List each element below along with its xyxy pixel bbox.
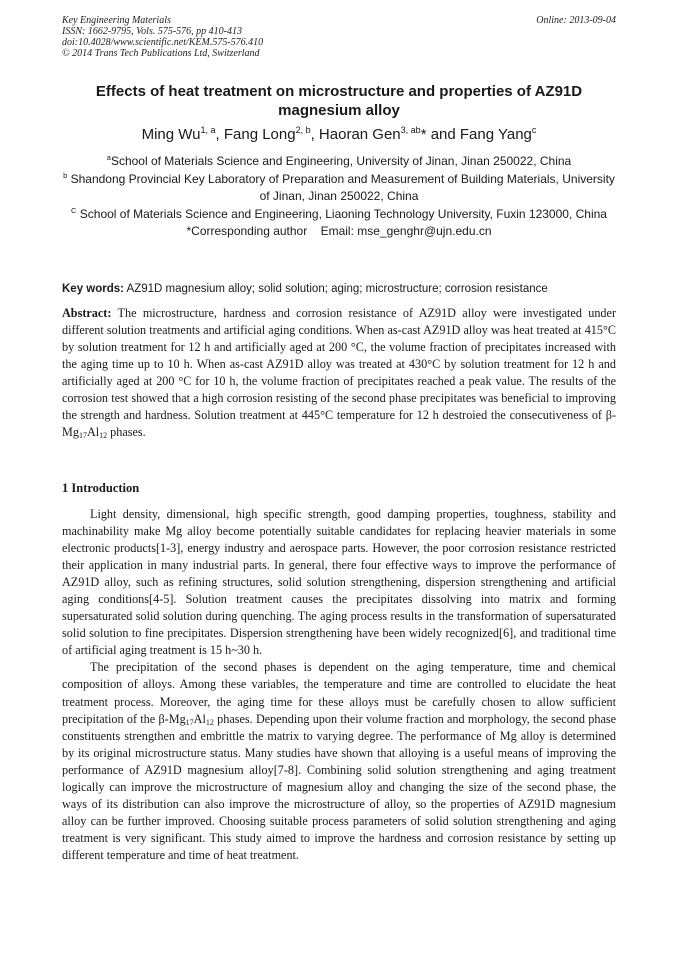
affiliation-b-mark: b: [63, 170, 68, 180]
author-2: , Fang Long: [215, 126, 296, 143]
corresponding-star: *: [420, 126, 427, 143]
intro-paragraph-1: Light density, dimensional, high specific strength, good damping properties, toughness, stability and machinability make Mg alloy become potentially suitable candidates for replacing heavier materials in some electronic products[1-3], energy industry and aerospace parts. However, the poor corrosion resistance restricted their application in many industrial parts. In general, there four effective ways to improve the performance of AZ91D alloy, such as refining structures, solid solution strengthening, dispersion strengthening and artificial aging conditions[4-5]. Solution treatment causes the precipitates dissolving into matrix and forming supersaturated solid solution during quenching. The aging process results in the transformation of supersaturated solid solution to fine precipitates. Dispersion strengthening have been widely recognized[6], and traditional time of artificial aging treatment is 15 h~30 h.: [62, 507, 616, 658]
author-1: Ming Wu: [141, 126, 201, 143]
intro-p2-al: Al: [193, 711, 206, 726]
affiliation-a-text: School of Materials Science and Engineering, University of Jinan, Jinan 250022, China: [110, 154, 572, 168]
intro-p2-part-b: phases. Depending upon their volume fraction and morphology, the second phase constituents strengthen and embrittle the matrix to varying degree. The performance of Mg alloy is determined by its original microstructure status. Many studies have shown that alloying is a useful means of improving the performance of AZ91D magnesium alloy[7-8]. Combining solid solution strengthening and aging treatment logically can improve the microstructure of magnesium alloy and changing the size of the second phase, the ways of its distribution can also improve the microstructure of alloy, so the properties of AZ91D magnesium alloy can be further improved. Choosing suitable process parameters of solid solution strengthening and aging treatment is very significant. This study aimed to improve the hardness and corrosion resistance by setting up different temperature and time of heat treatment.: [62, 711, 617, 862]
author-3-affil: 3, ab: [400, 125, 421, 135]
abstract-end: phases.: [107, 425, 146, 440]
affiliation-b-text: Shandong Provincial Key Laboratory of Preparation and Measurement of Building Materials, University of Jinan, Jinan 250022, China: [70, 171, 615, 203]
affiliations: [62, 153, 616, 241]
affiliation-c-text: School of Materials Science and Engineering, Liaoning Technology University, Fuxin 123000, China: [79, 206, 607, 221]
doi-line: doi:10.4028/www.scientific.net/KEM.575-576.410: [62, 37, 264, 48]
affiliation-a: [62, 153, 616, 171]
keywords-label: Key words:: [62, 283, 124, 295]
author-2-affil: 2, b: [295, 125, 311, 135]
author-3: , Haoran Gen: [310, 126, 401, 143]
affiliation-c: [62, 206, 616, 224]
intro-p2-part-a: The precipitation of the second phases is dependent on the aging temperature, time and chemical composition of alloys. Among these variables, the temperature and time are controlled to elucidate the heat treatment process. Moreover, the aging time for these alloys must be carefully chosen to allow sufficient precipitation of the β-Mg: [62, 660, 616, 726]
issn-line: ISSN: 1662-9795, Vols. 575-576, pp 410-413: [62, 26, 242, 37]
corresponding-author: *Corresponding author Email: mse_genghr@ujn.edu.cn: [186, 224, 492, 238]
intro-p2-sub-17: 17: [185, 717, 194, 727]
abstract: [62, 305, 616, 441]
abstract-sub-12: 12: [99, 431, 108, 441]
online-date: Online: 2013-09-04: [536, 15, 616, 26]
copyright-line: © 2014 Trans Tech Publications Ltd, Switzerland: [62, 48, 260, 59]
author-1-affil: 1, a: [200, 125, 216, 135]
intro-p2-sub-12: 12: [205, 717, 214, 727]
publication-info: [62, 15, 263, 59]
affiliation-a-mark: a: [106, 153, 111, 162]
affiliation-b: [62, 171, 616, 206]
abstract-al: Al: [86, 425, 100, 440]
abstract-sub-17: 17: [78, 431, 87, 441]
abstract-label: Abstract:: [62, 306, 112, 320]
author-list: [62, 125, 616, 145]
keywords: [62, 281, 616, 297]
intro-paragraph-2: [62, 659, 616, 864]
keywords-text: AZ91D magnesium alloy; solid solution; aging; microstructure; corrosion resistance: [124, 283, 548, 295]
section-heading-introduction: 1 Introduction: [62, 481, 140, 495]
author-4-affil: c: [531, 125, 537, 135]
author-4: and Fang Yang: [426, 126, 532, 143]
paper-title: Effects of heat treatment on microstructure and properties of AZ91D magnesium alloy: [95, 83, 583, 119]
abstract-text: The microstructure, hardness and corrosion resistance of AZ91D alloy were investigated under different solution treatments and artificial aging conditions. When as-cast AZ91D alloy was heat treated at 415°C by solution treatment for 12 h and artificially aged at 200 °C, the volume fraction of precipitates increased with the aging time up to 10 h. When as-cast AZ91D alloy was treated at 430°C by solution treatment for 12 h and artificially aged at 200 °C for 10 h, the volume fraction of precipitates reached a peak value. The results of the corrosion test showed that a high corrosion resisting of the second phase precipitates was beneficial to improving the strength and hardness. Solution treatment at 445°C temperature for 12 h destroied the consecutiveness of β-Mg: [62, 306, 616, 440]
affiliation-c-mark: C: [71, 205, 77, 215]
journal-name: Key Engineering Materials: [62, 15, 171, 26]
introduction-body: [62, 506, 616, 864]
